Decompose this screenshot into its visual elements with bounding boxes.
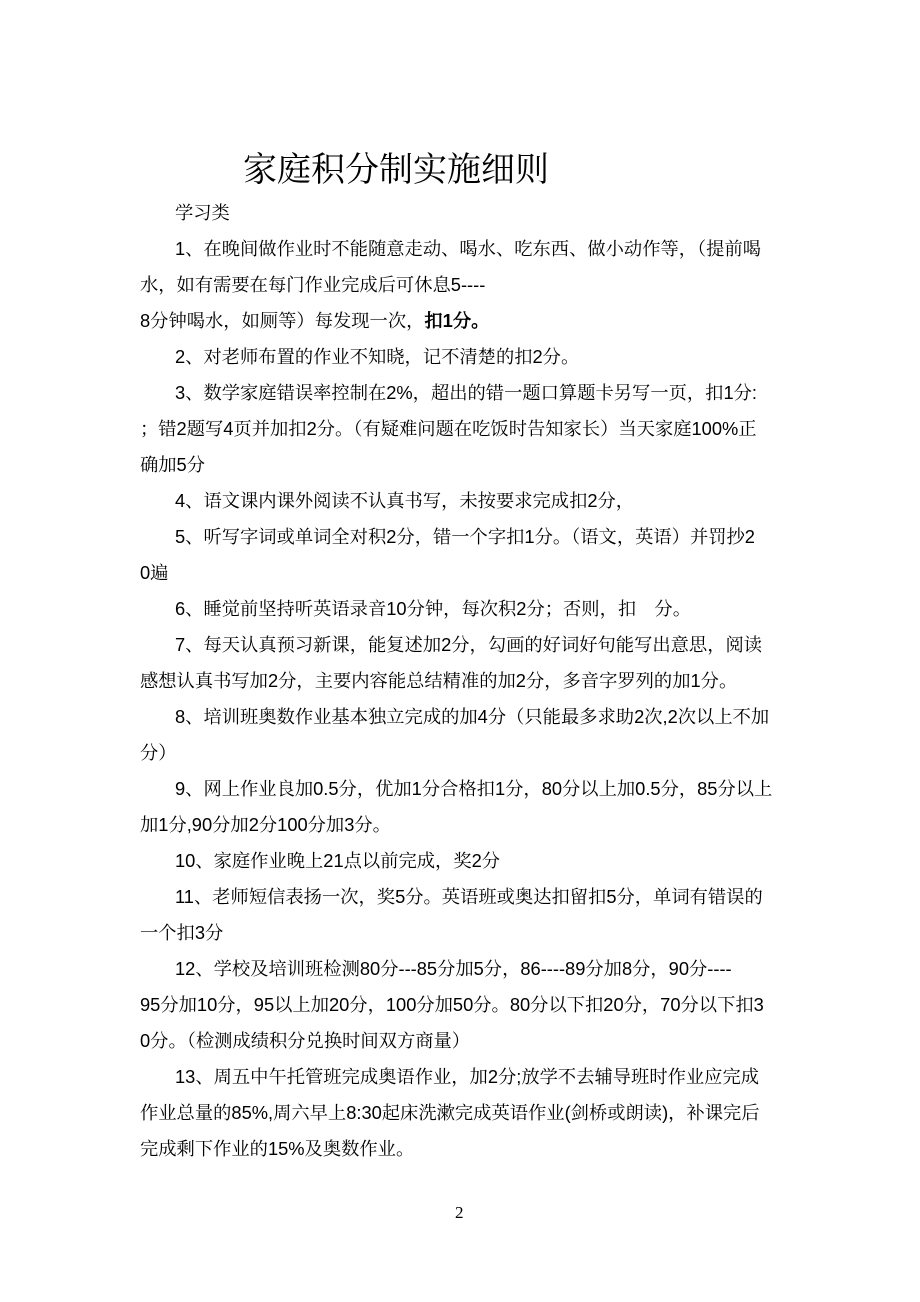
rule-line: 一个扣3分 [140, 922, 224, 943]
rule-line: 12、学校及培训班检测80分---85分加5分，86----89分加8分，90分---- [175, 958, 732, 979]
document-body [140, 195, 790, 1167]
rule-line: 0遍 [140, 562, 169, 583]
rule-line: 分） [140, 742, 177, 763]
rule-line: 2、对老师布置的作业不知晓，记不清楚的扣2分。 [175, 346, 580, 367]
rule-line [140, 303, 790, 339]
rule-line: 水，如有需要在每门作业完成后可休息5---- [140, 274, 486, 295]
rule-line: 13、周五中午托管班完成奥语作业，加2分;放学不去辅导班时作业应完成 [175, 1066, 760, 1087]
rule-line: 作业总量的85%,周六早上8:30起床洗漱完成英语作业(剑桥或朗读)，补课完后 [140, 1102, 760, 1123]
rule-line: 5、听写字词或单词全对积2分，错一个字扣1分。（语文，英语）并罚抄2 [175, 526, 755, 547]
rule-line: 加1分,90分加2分100分加3分。 [140, 814, 391, 835]
rule-line: 完成剩下作业的15%及奥数作业。 [140, 1138, 415, 1159]
rule-line: 7、每天认真预习新课，能复述加2分，勾画的好词好句能写出意思，阅读 [175, 634, 763, 655]
rule-penalty-bold: 扣1分。 [424, 310, 490, 331]
rule-line: 4、语文课内课外阅读不认真书写，未按要求完成扣2分， [175, 490, 635, 511]
rule-line: 确加5分 [140, 454, 206, 475]
page-number: 2 [455, 1203, 464, 1222]
rule-line: 8、培训班奥数作业基本独立完成的加4分（只能最多求助2次,2次以上不加 [175, 706, 770, 727]
rule-line: 1、在晚间做作业时不能随意走动、喝水、吃东西、做小动作等，（提前喝 [175, 238, 762, 259]
rule-line: 3、数学家庭错误率控制在2%，超出的错一题口算题卡另写一页，扣1分: [175, 382, 757, 403]
rule-line: 11、老师短信表扬一次，奖5分。英语班或奥达扣留扣5分，单词有错误的 [175, 886, 763, 907]
rule-line: 95分加10分，95以上加20分，100分加50分。80分以下扣20分，70分以下扣3 [140, 994, 764, 1015]
section-heading: 学习类 [175, 202, 230, 223]
rule-line: 0分。（检测成绩积分兑换时间双方商量） [140, 1030, 471, 1051]
rule-line: 10、家庭作业晚上21点以前完成，奖2分 [175, 850, 501, 871]
rule-line: 6、睡觉前坚持听英语录音10分钟，每次积2分；否则，扣 分。 [175, 598, 691, 619]
document-title: 家庭积分制实施细则 [243, 151, 549, 189]
rule-line: 感想认真书写加2分，主要内容能总结精准的加2分，多音字罗列的加1分。 [140, 670, 738, 691]
rule-line: ；错2题写4页并加扣2分。（有疑难问题在吃饭时告知家长）当天家庭100%正 [140, 418, 757, 439]
rule-line: 9、网上作业良加0.5分，优加1分合格扣1分，80分以上加0.5分，85分以上 [175, 778, 773, 799]
rule-text: 8分钟喝水，如厕等）每发现一次， [140, 310, 425, 331]
